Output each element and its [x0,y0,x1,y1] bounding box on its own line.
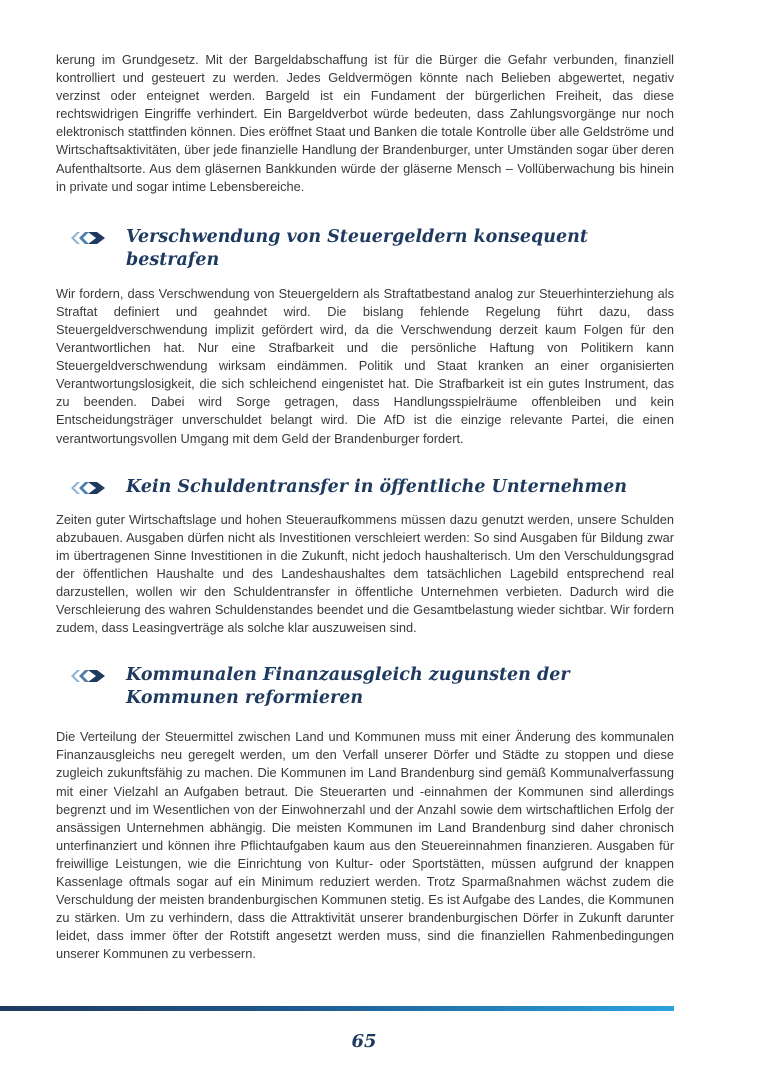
footer-gradient-bar [0,1006,674,1011]
chevron-arrow-icon [71,230,109,246]
section-heading-schuldentransfer [56,476,674,499]
intro-paragraph: kerung im Grundgesetz. Mit der Bargeldabschaffung ist für die Bürger die Gefahr verbunden, finanziell kontrolliert und gesteuert zu werden. Jedes Geldvermögen könnte nach Belieben abgewertet, negativ verzinst oder enteignet werden. Bargeld ist ein Fundament der bürgerlichen Freiheit, das diese rechtswidrigen Eingriffe verhindert. Ein Bargeldverbot würde bedeuten, dass Zahlungsvorgänge nur noch elektronisch stattfinden können. Dies eröffnet Staat und Banken die totale Kontrolle über alle Geldströme und Wirtschaftsaktivitäten, über jede finanzielle Handlung der Brandenburger, unter Umständen sogar über deren Aufenthaltsorte. Aus dem gläsernen Bankkunden würde der gläserne Mensch – Vollüberwachung bis hinein in private und sogar intime Lebensbereiche. [56,52,674,194]
chevron-arrow-icon [71,668,109,684]
chevron-arrow-icon [71,480,109,496]
section-paragraph-finanzausgleich: Die Verteilung der Steuermittel zwischen Land und Kommunen muss mit einer Änderung des kommunalen Finanzausgleichs neu geregelt werden, um den Verfall unserer Dörfer und Städte zu stoppen und diese zugleich zukunftsfähig zu machen. Die Kommunen im Land Brandenburg sind gemäß Kommunalverfassung mit einer Vielzahl an Aufgaben betraut. Die Steuerarten und -einnahmen der Kommunen sind allerdings begrenzt und im Wesentlichen von der Einwohnerzahl und der Anzahl sowie dem wirtschaftlichen Erfolg der ansässigen Unternehmen abhängig. Die meisten Kommunen im Land Brandenburg sind daher chronisch unterfinanziert und können ihre Pflichtaufgaben kaum aus den Steuereinnahmen finanzieren. Ausgaben für freiwillige Leistungen, wie die Einrichtung von Kultur- oder Sportstätten, müssen aufgrund der knappen Kassenlage oftmals sogar auf ein Minimum reduziert werden. Trotz Sparmaßnahmen wächst zudem die Verschuldung der meisten brandenburgischen Kommunen stetig. Es ist Aufgabe des Landes, die Kommunen zu stärken. Um zu verhindern, dass die Attraktivität unserer brandenburgischen Dörfer in Zukunft darunter leidet, dass immer öfter der Rotstift angesetzt werden muss, sind die finanziellen Rahmenbedingungen unserer Kommunen zu verbessern. [56,729,674,962]
section-heading-line1: Kommunalen Finanzausgleich zugunsten der [126,665,570,686]
section-paragraph-steuergelder: Wir fordern, dass Verschwendung von Steuergeldern als Straftatbestand analog zur Steuerhinterziehung als Straftat definiert und geahndet wird. Die bislang fehlende Regelung führt dazu, dass Steuergeldverschwendung implizit gefördert wird, da die Verschwendung derzeit kaum Folgen für den Verantwortlichen hat. Nur eine Strafbarkeit und die persönliche Haftung von Politikern kann Steuergeldverschwendung wirksam eindämmen. Politik und Staat kranken an einer organisierten Verantwortungslosigkeit, die sich schleichend eingenistet hat. Die Strafbarkeit ist ein gutes Instrument, das zu beenden. Dabei wird Sorge getragen, dass Handlungsspielräume offenbleiben und kein Entscheidungsträger unverschuldet belangt wird. Die AfD ist die einzige relevante Partei, die einen verantwortungsvollen Umgang mit dem Geld der Brandenburger fordert. [56,285,674,446]
section-heading-steuergelder [56,226,674,272]
section-paragraph-schuldentransfer: Zeiten guter Wirtschaftslage und hohen Steueraufkommens müssen dazu genutzt werden, unsere Schulden abzubauen. Ausgaben dürfen nicht als Investitionen verschleiert werden: So sind Ausgaben für Bildung zwar im übertragenen Sinne Investitionen in die Zukunft, nicht jedoch haushalterisch. Um den Verschuldungsgrad der öffentlichen Haushalte und des Landeshaushaltes dem tatsächlichen Lagebild entsprechend real darzustellen, wollen wir den Schuldentransfer in öffentliche Unternehmen verbieten. Dadurch wird die Verschleierung des wahren Schuldenstandes beendet und die Gesamtbelastung wieder sichtbar. Wir fordern zudem, dass Leasingverträge als solche klar auszuweisen sind. [56,511,674,636]
page-number: 65 [351,1031,377,1052]
section-heading-text: Kein Schuldentransfer in öffentliche Unternehmen [126,476,627,497]
section-heading-finanzausgleich [56,664,674,710]
page-content [56,51,674,963]
section-heading-text: Verschwendung von Steuergeldern konsequent bestrafen [126,226,588,270]
section-heading-line2: Kommunen reformieren [126,688,364,709]
